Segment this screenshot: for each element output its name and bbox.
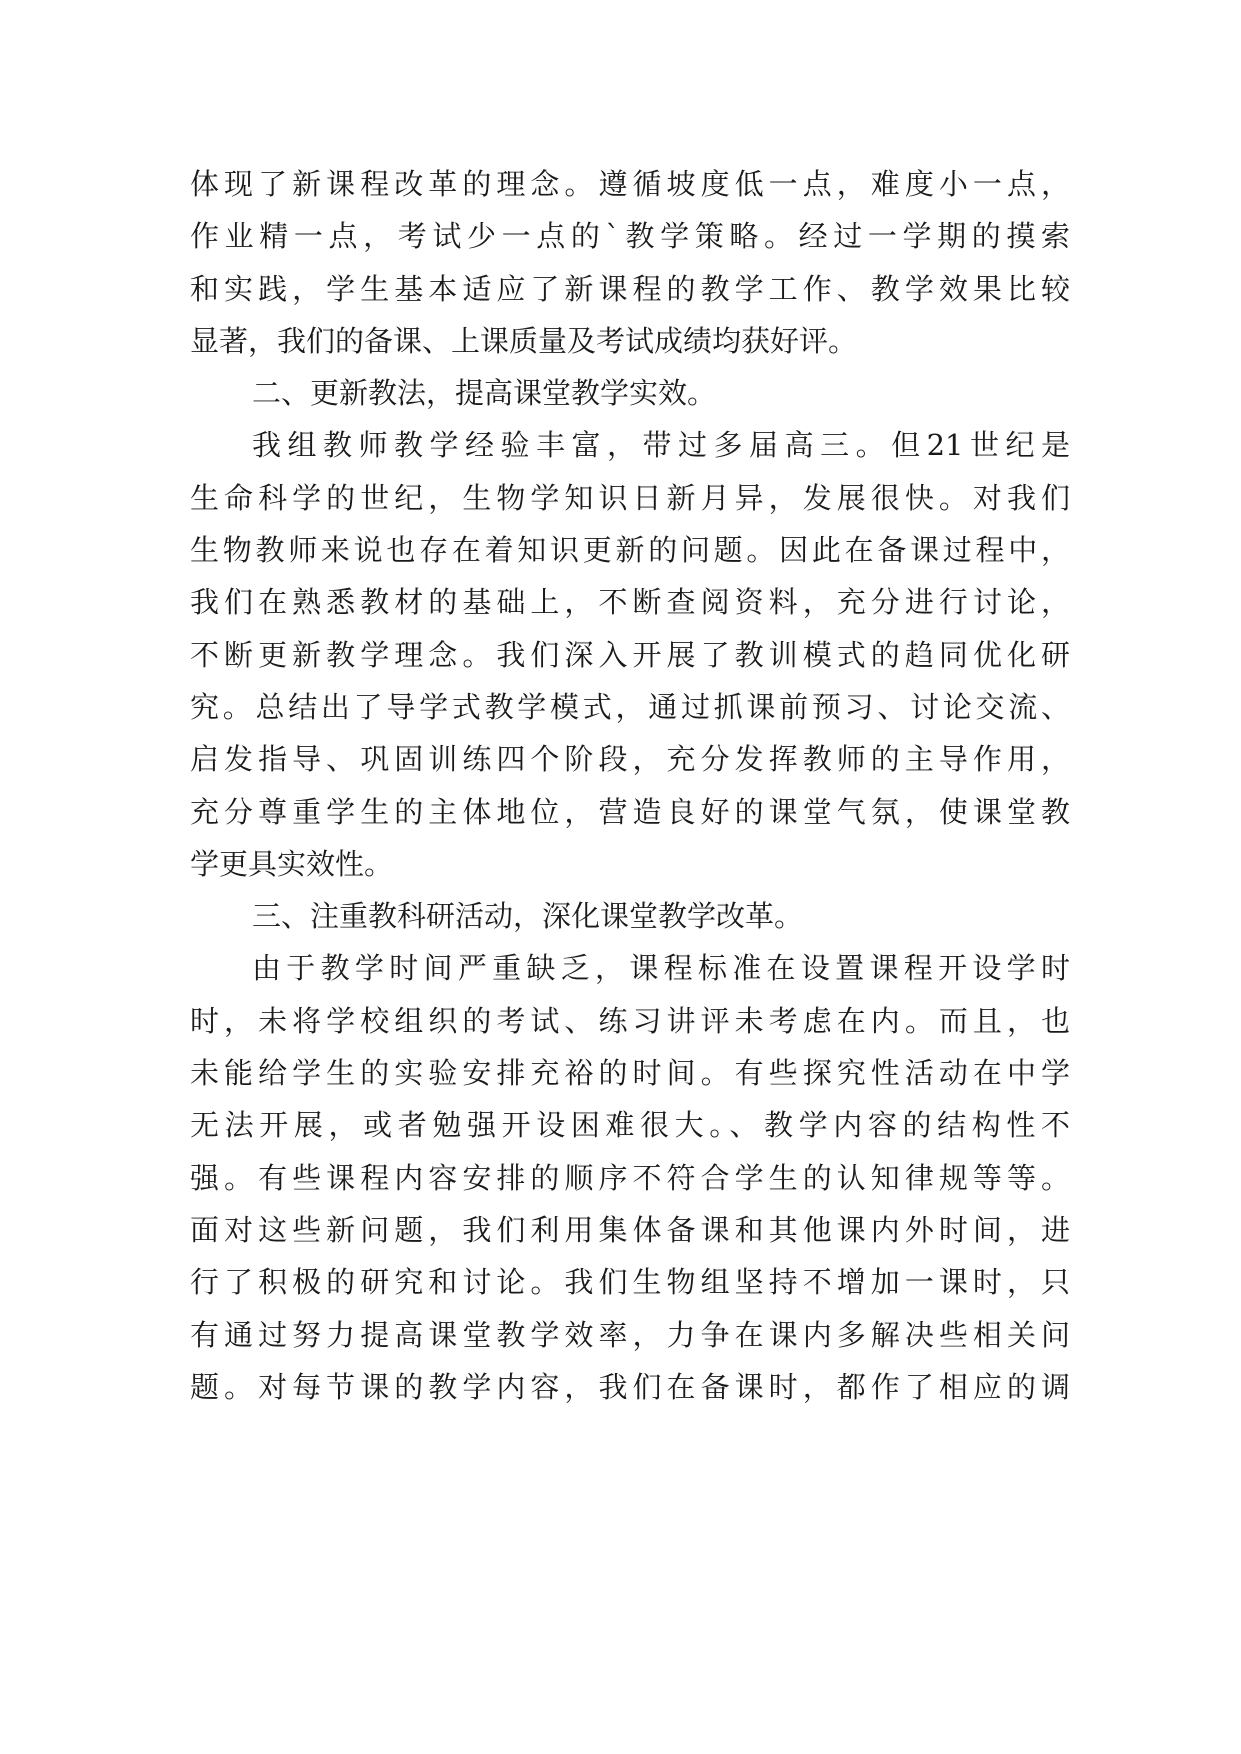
text-line: 究。总结出了导学式教学模式，通过抓课前预习、讨论交流、 (190, 689, 1070, 724)
text-line: 作业精一点，考试少一点的`教学策略。经过一学期的摸索 (190, 219, 1070, 254)
text-line: 无法开展，或者勉强开设困难很大。、教学内容的结构性不 (190, 1108, 1070, 1143)
text-line: 时，未将学校组织的考试、练习讲评未考虑在内。而且，也 (190, 1003, 1070, 1038)
text-line: 不断更新教学理念。我们深入开展了教训模式的趋同优化研 (190, 637, 1070, 672)
text-line: 题。对每节课的教学内容，我们在备课时，都作了相应的调 (190, 1369, 1070, 1404)
text-line: 由于教学时间严重缺乏，课程标准在设置课程开设学时 (252, 951, 1070, 986)
text-line: 强。有些课程内容安排的顺序不符合学生的认知律规等等。 (190, 1160, 1070, 1195)
document-page (190, 158, 1070, 1413)
text-line: 体现了新课程改革的理念。遵循坡度低一点，难度小一点， (190, 167, 1070, 201)
text-line: 面对这些新问题，我们利用集体备课和其他课内外时间，进 (190, 1212, 1070, 1247)
text-line: 显著，我们的备课、上课质量及考试成绩均获好评。 (190, 323, 858, 358)
section-heading: 二、更新教法，提高课堂教学实效。 (252, 376, 717, 411)
text-line: 未能给学生的实验安排充裕的时间。有些探究性活动在中学 (190, 1056, 1070, 1091)
text-line: 我组教师教学经验丰富，带过多届高三。但21世纪是 (252, 428, 1070, 463)
text-line: 和实践，学生基本适应了新课程的教学工作、教学效果比较 (190, 271, 1070, 306)
text-line: 充分尊重学生的主体地位，营造良好的课堂气氛，使课堂教 (190, 794, 1070, 829)
text-line: 有通过努力提高课堂教学效率，力争在课内多解决些相关问 (190, 1317, 1070, 1352)
text-line: 学更具实效性。 (190, 846, 394, 881)
section-heading: 三、注重教科研活动，深化课堂教学改革。 (252, 899, 804, 934)
text-line: 生命科学的世纪，生物学知识日新月异，发展很快。对我们 (190, 480, 1070, 515)
text-line: 我们在熟悉教材的基础上，不断查阅资料，充分进行讨论， (190, 585, 1070, 620)
text-line: 启发指导、巩固训练四个阶段，充分发挥教师的主导作用， (190, 742, 1070, 777)
text-line: 行了积极的研究和讨论。我们生物组坚持不增加一课时，只 (190, 1265, 1070, 1300)
text-line: 生物教师来说也存在着知识更新的问题。因此在备课过程中， (190, 533, 1070, 568)
